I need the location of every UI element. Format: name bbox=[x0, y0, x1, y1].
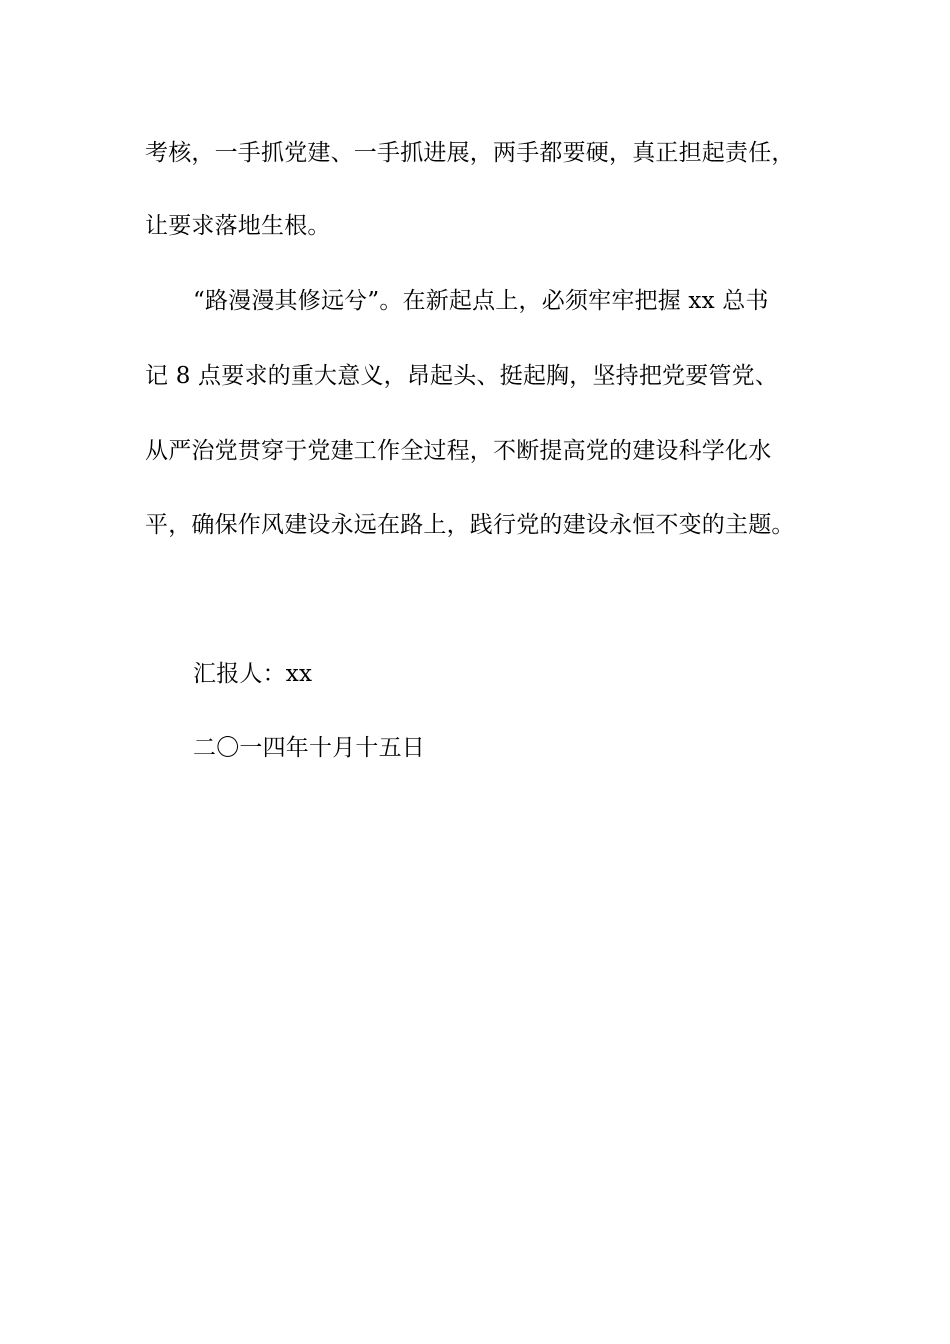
paragraph-2-line-1: “路漫漫其修远兮”。在新起点上，必须牢牢把握 xx 总书 bbox=[193, 288, 769, 314]
paragraph-1-line-1: 考核，一手抓党建、一手抓进展，两手都要硬，真正担起责任， bbox=[145, 140, 795, 166]
paragraph-2-line-2: 记 8 点要求的重大意义，昂起头、挺起胸，坚持把党要管党、 bbox=[145, 363, 779, 389]
paragraph-2-line-3: 从严治党贯穿于党建工作全过程，不断提高党的建设科学化水 bbox=[145, 438, 772, 464]
reporter-signature: 汇报人：xx bbox=[193, 661, 313, 687]
paragraph-1-line-2: 让要求落地生根。 bbox=[145, 213, 331, 239]
paragraph-2-line-4: 平，确保作风建设永远在路上，践行党的建设永恒不变的主题。 bbox=[145, 512, 795, 538]
report-date: 二〇一四年十月十五日 bbox=[193, 735, 425, 761]
